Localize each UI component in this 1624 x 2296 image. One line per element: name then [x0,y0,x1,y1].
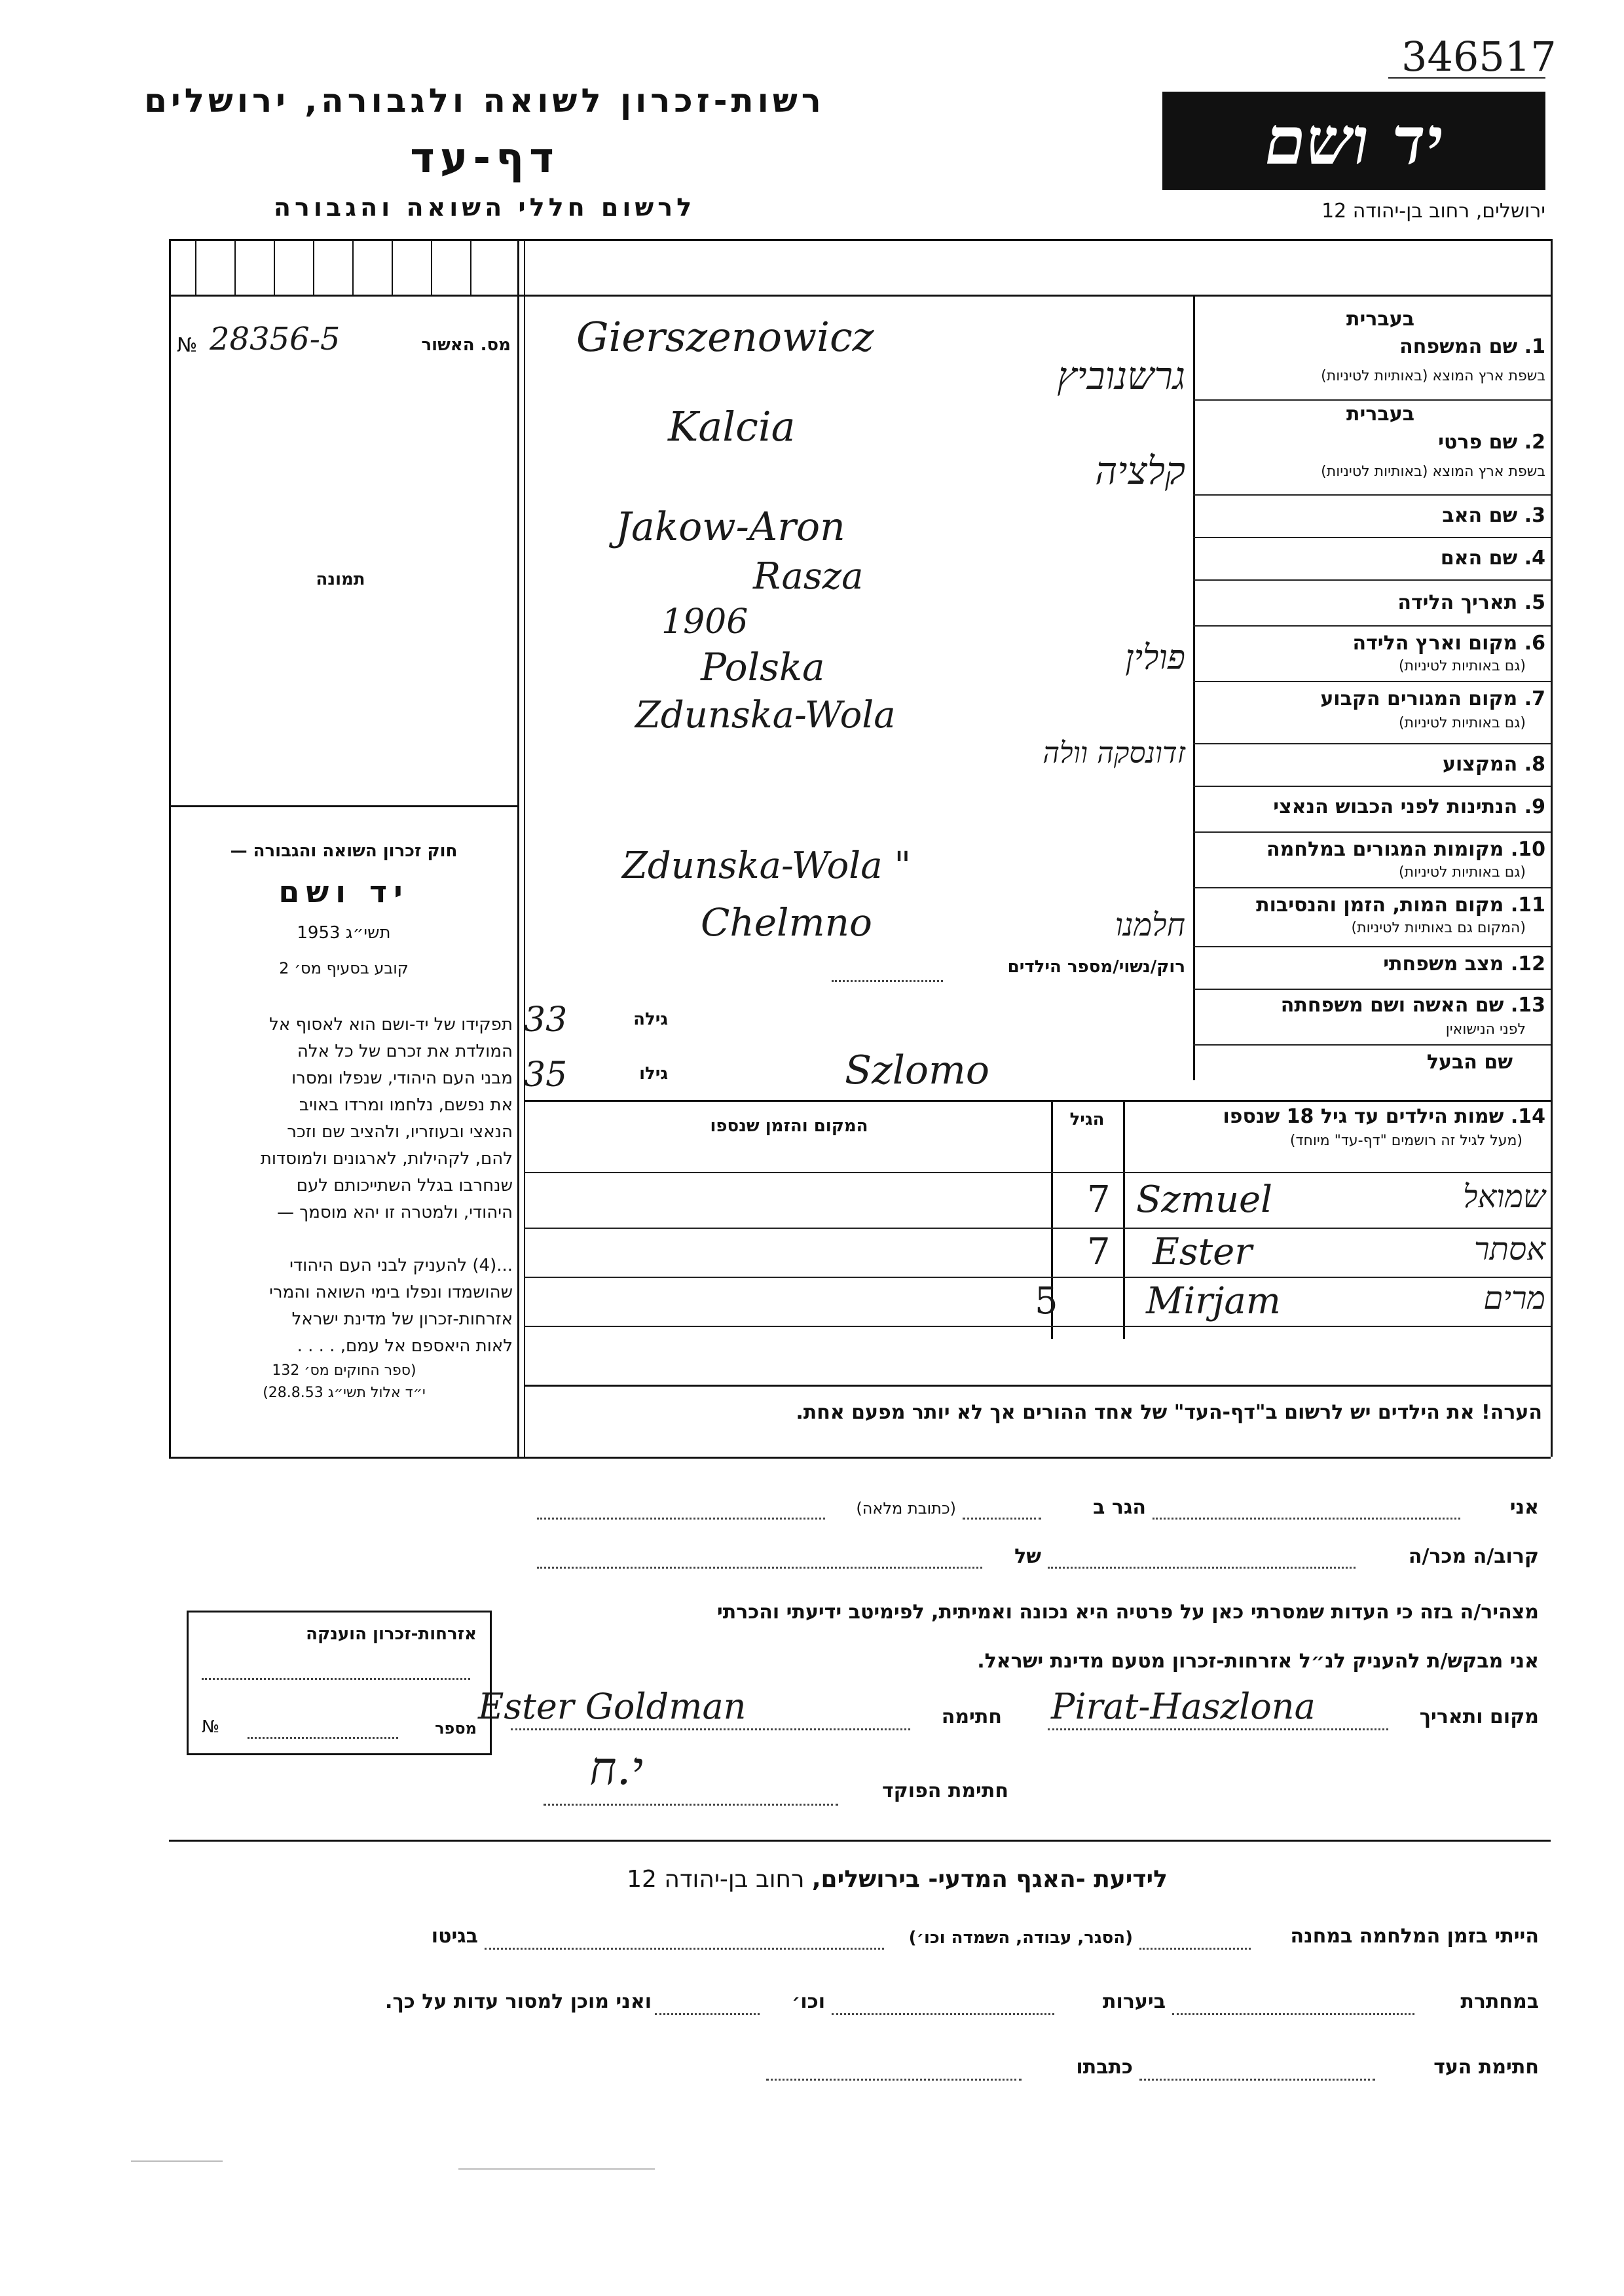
field-6-sublabel: (גם באותיות לטיניות) [1399,658,1526,674]
residence-hebrew-value: זדונסקה וולה [1043,737,1185,770]
form-title: דף-עד [410,134,559,183]
children-table-top [524,1100,1551,1102]
birth-date-value: 1906 [661,602,748,642]
birth-country-hebrew-value: פולין [1125,638,1185,678]
footer-forests-label: ביערות [1103,1990,1166,2013]
law-text-line: מבני העם היהודי, שנפלו ומסרו [291,1068,513,1088]
field-1-label: 1. שם המשפחה [1399,335,1545,358]
children-place-column-header: המקום והזמן שנספו [710,1116,868,1136]
law-reference: (ספר החוקים מס׳ 132 [272,1362,416,1379]
surname-latin-value: Gierszenowicz [576,313,874,361]
footer-ghetto-label: בגיטו [431,1925,478,1948]
form-subtitle: לרשום חללי השואה והגבורה [273,193,696,222]
footer-etc-label: וכו׳ [792,1990,825,2013]
field-2-label: 2. שם פרטי [1438,431,1545,454]
form-left-border [169,239,171,1457]
place-date-value: Pirat-Haszlona [1051,1686,1316,1727]
marital-status-options: רוק/נשוי/מספר הילדים [1007,957,1185,977]
archive-stamp-number: 346517 [1401,33,1557,81]
declaration-of-label: של [1014,1545,1041,1568]
children-age-column-header: הגיל [1069,1110,1105,1129]
husband-age-value: 35 [524,1055,568,1095]
signature-label: חתימה [941,1705,1002,1728]
children-header-note: (מעל לגיל זה רושמים "דף-עד" מיוחד) [1289,1133,1522,1149]
law-text-line: היהודי, ולמטרה זו יהא מוסמך — [276,1203,513,1222]
field-12-label: 12. מצב משפחתי [1383,953,1545,975]
field-1-hebrew-tag: בעברית [1346,308,1414,331]
wartime-residence-value: Zdunska-Wola " [622,845,912,887]
mother-name-value: Rasza [753,555,864,598]
wife-age-label: גילה [633,1010,668,1029]
officer-signature: י.ח [589,1741,644,1795]
first-name-hebrew-value: קלציה [1095,448,1185,493]
photo-placeholder-label: תמונה [316,570,365,589]
law-text-line: המולדת את זכרם של כל אלה [297,1042,513,1061]
scientific-dept-heading [458,1866,1336,1893]
citizenship-number-symbol: № [202,1717,220,1737]
first-name-latin-value: Kalcia [668,403,796,450]
field-10-sublabel: (גם באותיות לטיניות) [1399,864,1526,881]
declaration-address-hint: (כתובת מלאה) [856,1499,956,1518]
footer-camp-types: (הסגר, עבודה, השמדה וכו׳) [908,1928,1133,1948]
table-row [524,1231,1551,1277]
field-8-label: 8. המקצוע [1442,753,1545,776]
citizenship-number-label: מספר [435,1719,477,1738]
law-text-block [175,1011,513,1404]
field-13-sublabel: לפני הנישואין [1445,1021,1526,1038]
child-3-name-latin: Mirjam [1146,1280,1281,1322]
declaration-i-label: אני [1509,1496,1539,1519]
law-year: תשי״ג 1953 [297,923,391,943]
husband-name-label: שם הבעל [1426,1051,1513,1074]
scientific-dept-address: רחוב בן-יהודה 12 [627,1866,805,1893]
law-text-line: את נפשם, נלחמו ומרדו באויב [299,1095,513,1115]
form-grid-top [169,295,1551,297]
father-name-value: Jakow-Aron [616,504,845,550]
law-text-line: להם, לקהילות, לארגונים ולמוסדות [260,1149,513,1169]
field-2-hebrew-tag: בעברית [1346,403,1414,426]
footer-underground-label: במחתרת [1460,1990,1539,2013]
declaration-resides-label: הגר ב [1093,1496,1146,1519]
note-row-top [524,1385,1551,1387]
officer-signature-label: חתימת הפוקד [882,1779,1008,1802]
birth-country-latin-value: Polska [701,645,825,689]
law-section-top [169,805,517,807]
children-header: 14. שמות הילדים עד גיל 18 שנספו [1223,1105,1545,1128]
declaration-request: אני מבקש/ת להעניק לנ״ל אזרחות-זכרון מטעם מדינת ישראל. [977,1650,1539,1673]
residence-latin-value: Zdunska-Wola [635,694,896,737]
field-11-label: 11. מקום המות, הזמן והנסיבות [1256,894,1545,917]
registration-number-value: 28356-5 [210,321,341,357]
surname-hebrew-value: גרשנוביץ [1057,354,1185,398]
reference-grid-boxes [169,239,517,295]
organization-line: רשות-זכרון לשואה ולגבורה, ירושלים [144,82,825,120]
law-name: יד ושם [278,874,409,909]
law-text-line: שהושמדו ונפלו בימי השואה והמרי [269,1283,513,1302]
children-registration-note: הערה! את הילדים יש לרשום ב"דף-העד" של אחד ההורים אך לא יותר מפעם אחת. [796,1401,1542,1424]
law-date: י״ד אלול תשי״ג 28.8.53) [263,1385,426,1401]
field-6-label: 6. מקום וארץ הלידה [1352,632,1545,655]
law-text-line: לאות היאספם אל עמם, . . . . [297,1336,513,1356]
field-1-sublabel: בשפת ארץ המוצא (באותיות לטיניות) [1321,368,1545,384]
form-right-border [1551,239,1553,1457]
label-column-divider [1193,295,1195,1080]
witness-signature: Ester Goldman [478,1686,747,1727]
form-bottom-border [169,1457,1551,1459]
child-3-name-hebrew: מרים [1483,1280,1545,1317]
citizenship-box-title: אזרחות-זכרון הוענקה [306,1624,477,1644]
child-2-age: 7 [1087,1231,1111,1273]
scan-artifact [458,2168,655,2170]
header-address: ירושלים, רחוב בן-יהודה 12 [1321,200,1545,223]
child-3-age: 5 [1035,1280,1058,1322]
law-text-line: תפקידו של יד-ושם הוא לאסוף אל [269,1015,513,1034]
field-3-label: 3. שם האב [1442,504,1545,527]
field-5-label: 5. תאריך הלידה [1397,591,1545,614]
field-7-sublabel: (גם באותיות לטיניות) [1399,715,1526,731]
child-2-name-latin: Ester [1153,1231,1253,1273]
field-4-label: 4. שם האם [1440,547,1545,570]
left-panel-divider [517,239,519,1457]
registration-number-symbol: № [177,334,198,357]
scientific-dept-title: לידיעת -האגף המדעי- בירושלים, [811,1866,1168,1893]
field-11-sublabel: (המקום גם באותיות לטיניות) [1351,920,1526,936]
table-row [524,1280,1551,1326]
field-9-label: 9. הנתינות לפני הכבוש הנאצי [1273,795,1545,818]
husband-name-value: Szlomo [845,1048,990,1093]
field-10-label: 10. מקומות המגורים במלחמה [1266,838,1545,861]
footer-address-label: כתבתו [1076,2056,1133,2079]
footer-witness-signature-label: חתימת העד [1433,2056,1539,2079]
memorial-citizenship-box [187,1611,492,1755]
child-2-name-hebrew: אסתר [1474,1231,1545,1267]
child-1-name-latin: Szmuel [1136,1178,1273,1221]
field-2-sublabel: בשפת ארץ המוצא (באותיות לטיניות) [1321,464,1545,480]
place-date-label: מקום ותאריך [1419,1705,1539,1728]
declaration-statement: מצהיר/ה בזה כי העדות שמסרתי כאן על פרטיה היא נכונה ואמיתית, לפימיטב ידיעתי והכרתי [716,1601,1539,1624]
law-text-line: ...(4) להעניק לבני העם היהודי [289,1256,513,1275]
law-text-line: אזרחות-זכרון של מדינת ישראל [291,1309,513,1329]
death-place-hebrew-value: חלמנו [1115,907,1185,943]
stamp-underline [1388,77,1545,79]
law-clause: קובע בסעיף מס׳ 2 [279,959,409,977]
child-1-name-hebrew: שמואל [1463,1178,1545,1215]
declaration-relation-label: קרוב/ה מכר/ה [1408,1545,1539,1568]
child-1-age: 7 [1087,1178,1111,1221]
footer-separator [169,1840,1551,1842]
death-place-latin-value: Chelmno [701,900,872,945]
field-13-label: 13. שם האשה ושם משפחתה [1280,994,1545,1017]
husband-age-label: גילו [639,1064,668,1084]
field-7-label: 7. מקום המגורים הקבוע [1320,687,1545,710]
scan-artifact [131,2160,223,2162]
wife-age-value: 33 [524,1000,568,1040]
footer-camp-label: הייתי בזמן המלחמה במחנה [1290,1925,1539,1948]
law-text-line: הנאצי ובעוזריו, ולהציב שם וזכר [287,1122,513,1142]
registration-number-label: מס. האשור [421,335,511,355]
footer-ready-to-testify: ואני מוכן למסור עדות על כך. [385,1990,652,2013]
yad-vashem-logo: יד ושם [1162,92,1545,190]
law-text-line: שנחרבו בגלל השתייכותם לעם [296,1176,513,1195]
table-row [524,1178,1551,1224]
law-title: חוק זכרון השואה והגבורה — [230,841,458,861]
